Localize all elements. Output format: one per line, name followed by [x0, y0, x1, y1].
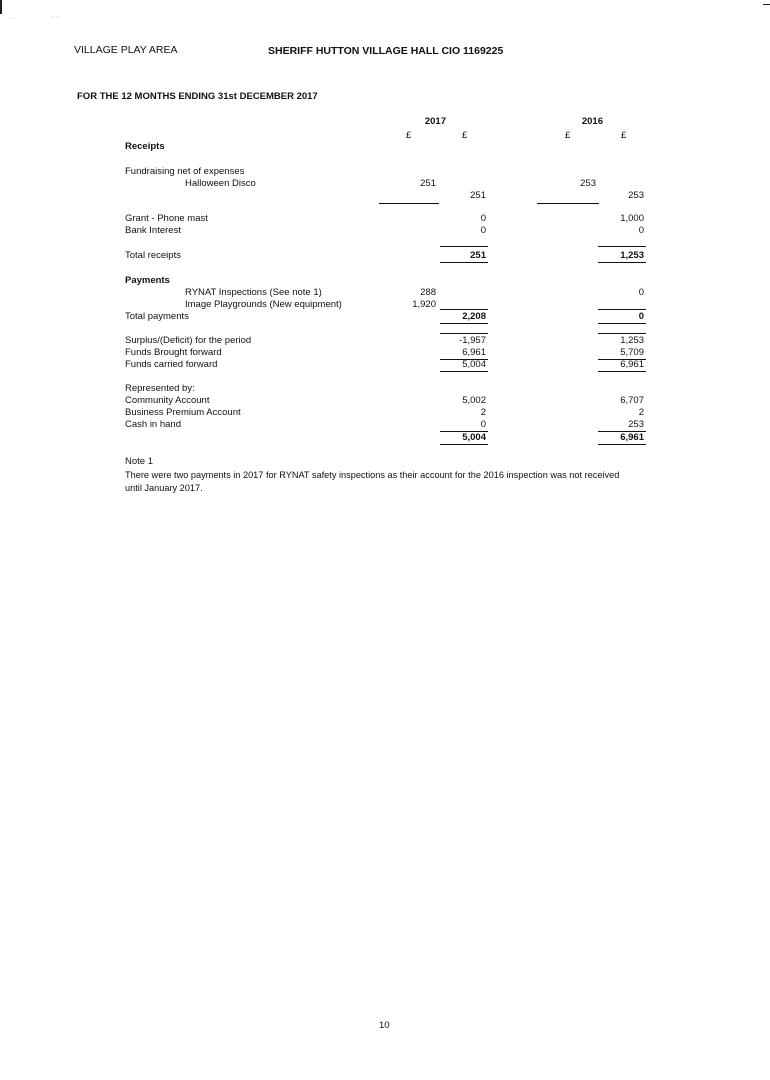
cash-2017: 0 [480, 419, 486, 430]
halloween-2017-detail: 251 [420, 178, 436, 189]
payments-heading: Payments [125, 275, 170, 286]
community-2016: 6,707 [620, 395, 644, 406]
community-label: Community Account [125, 395, 210, 406]
represented-total-2016: 6,961 [620, 432, 644, 443]
grant-2016: 1,000 [620, 213, 644, 224]
rule-carried-2016 [598, 371, 646, 372]
fundraising-label: Fundraising net of expenses [125, 166, 245, 177]
carried-2017: 5,004 [462, 359, 486, 370]
underline-halloween-2016 [537, 203, 599, 204]
header-left: VILLAGE PLAY AREA [74, 44, 178, 56]
brought-2017: 6,961 [462, 347, 486, 358]
rule-receipts-2017 [440, 246, 488, 247]
bank-2017: 0 [480, 225, 486, 236]
rule-payments-bottom-2016 [598, 323, 646, 324]
bank-label: Bank Interest [125, 225, 181, 236]
business-label: Business Premium Account [125, 407, 241, 418]
rule-receipts-bottom-2017 [440, 262, 488, 263]
rynat-2017-detail: 288 [420, 287, 436, 298]
cash-label: Cash in hand [125, 419, 181, 430]
bank-2016: 0 [638, 225, 644, 236]
currency-2017-total: £ [462, 130, 468, 141]
surplus-2016: 1,253 [620, 335, 644, 346]
total-receipts-2017: 251 [470, 250, 486, 261]
page-number: 10 [379, 1020, 390, 1031]
year-2017-heading: 2017 [424, 116, 446, 127]
carried-2016: 6,961 [620, 359, 644, 370]
rule-surplus-2017 [440, 333, 488, 334]
rule-carried-2017 [440, 371, 488, 372]
business-2016: 2 [638, 407, 644, 418]
rule-surplus-2016 [598, 333, 646, 334]
halloween-2016-detail: 253 [580, 178, 596, 189]
rule-payments-bottom-2017 [440, 323, 488, 324]
scan-speck: - - [52, 12, 60, 21]
image-2017-detail: 1,920 [412, 299, 436, 310]
scan-speck: . . [8, 12, 15, 21]
business-2017: 2 [480, 407, 486, 418]
grant-label: Grant - Phone mast [125, 213, 208, 224]
rule-final-2017 [440, 444, 488, 445]
surplus-label: Surplus/(Deficit) for the period [125, 335, 252, 346]
underline-halloween-2017 [379, 203, 439, 204]
total-payments-label: Total payments [125, 311, 189, 322]
year-2016-heading: 2016 [581, 116, 603, 127]
brought-2016: 5,709 [620, 347, 644, 358]
rule-payments-2017 [440, 309, 488, 310]
currency-2017-detail: £ [406, 130, 412, 141]
image-label: Image Playgrounds (New equipment) [185, 299, 342, 310]
receipts-heading: Receipts [125, 141, 165, 152]
rule-receipts-2016 [598, 246, 646, 247]
scan-edge-mark-left [0, 0, 2, 14]
header-center: SHERIFF HUTTON VILLAGE HALL CIO 1169225 [268, 45, 504, 57]
note-text-line-1: There were two payments in 2017 for RYNAT safety inspections as their account for the 2016 inspection was not received [125, 470, 620, 480]
rynat-2016: 0 [638, 287, 644, 298]
total-receipts-label: Total receipts [125, 250, 181, 261]
total-payments-2016: 0 [638, 311, 644, 322]
note-text-line-2: until January 2017. [125, 483, 203, 493]
fundraising-2016-total: 253 [628, 190, 644, 201]
cash-2016: 253 [628, 419, 644, 430]
currency-2016-total: £ [621, 130, 627, 141]
rule-final-2016 [598, 444, 646, 445]
carried-label: Funds carried forward [125, 359, 218, 370]
halloween-label: Halloween Disco [185, 178, 256, 189]
total-payments-2017: 2,208 [462, 311, 486, 322]
scan-edge-mark-right [763, 4, 770, 5]
represented-heading: Represented by: [125, 383, 195, 394]
represented-total-2017: 5,004 [462, 432, 486, 443]
rynat-label: RYNAT Inspections (See note 1) [185, 287, 322, 298]
total-receipts-2016: 1,253 [620, 250, 644, 261]
community-2017: 5,002 [462, 395, 486, 406]
rule-payments-2016 [598, 309, 646, 310]
grant-2017: 0 [480, 213, 486, 224]
surplus-2017: -1,957 [459, 335, 486, 346]
period-title: FOR THE 12 MONTHS ENDING 31st DECEMBER 2017 [77, 91, 318, 102]
currency-2016-detail: £ [565, 130, 571, 141]
note-title: Note 1 [125, 456, 153, 467]
brought-label: Funds Brought forward [125, 347, 222, 358]
rule-receipts-bottom-2016 [598, 262, 646, 263]
fundraising-2017-total: 251 [470, 190, 486, 201]
